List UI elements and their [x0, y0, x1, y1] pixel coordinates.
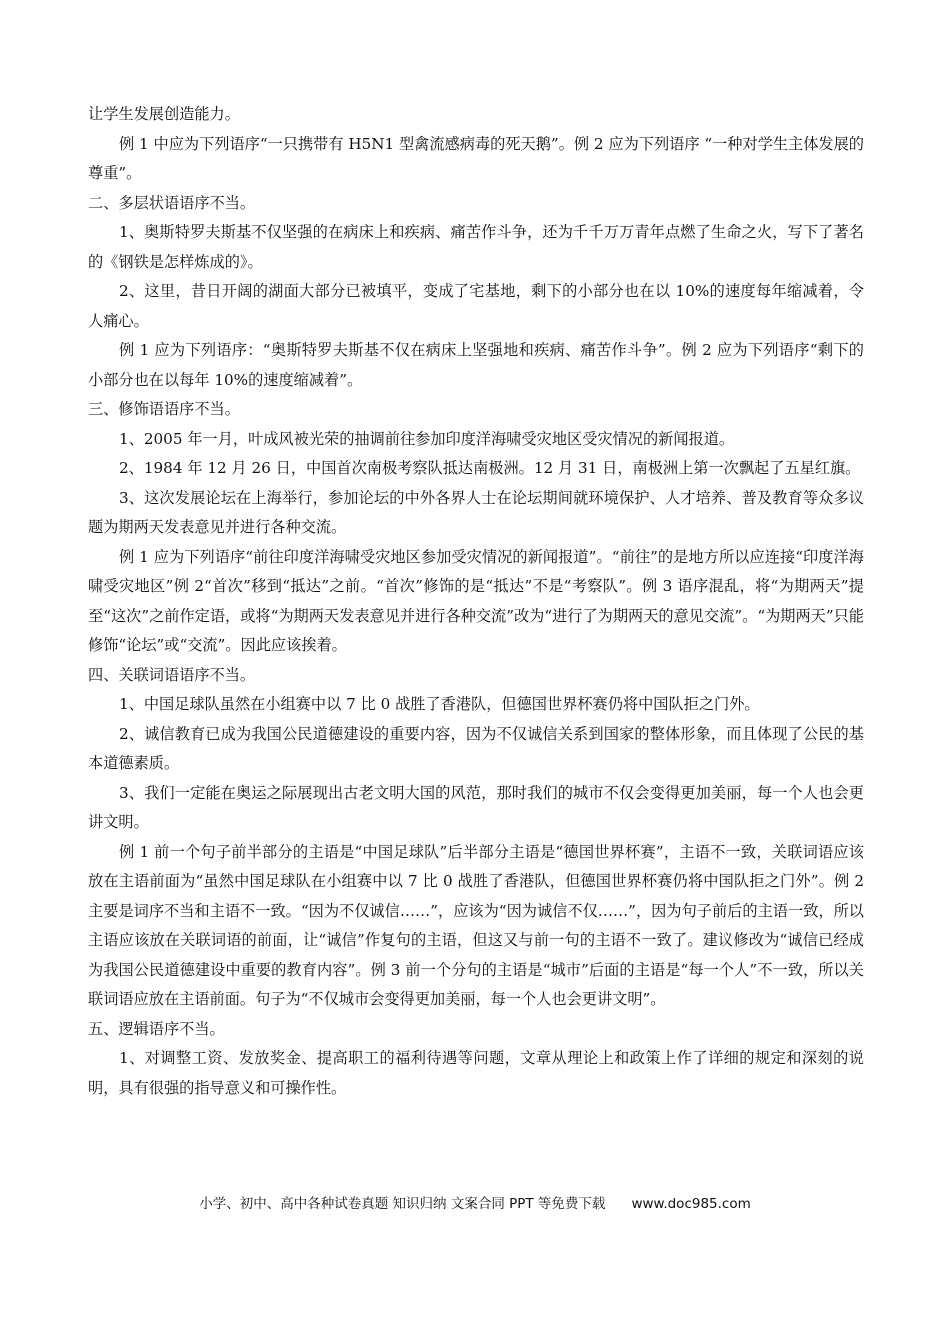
footer-text: 小学、初中、高中各种试卷真题 知识归纳 文案合同 PPT 等免费下载 [199, 1196, 606, 1212]
footer-url-link[interactable]: www.doc985.com [631, 1196, 751, 1212]
page-footer [0, 1192, 950, 1212]
document-body [88, 100, 864, 1103]
body-paragraph: 3、我们一定能在奥运之际展现出古老文明大国的风范，那时我们的城市不仅会变得更加美丽，每一个人也会更讲文明。 [88, 783, 864, 831]
body-paragraph: 例 1 前一个句子前半部分的主语是“中国足球队”后半部分主语是“德国世界杯赛”，主语不一致，关联词语应该放在主语前面为“虽然中国足球队在小组赛中以 7 比 0 战胜了香港队，但德国世界杯赛仍将中国队拒之门外”。例 2 主要是词序不当和主语不一致。“因为不仅诚信……”，应该为“因为诚信不仅……”，因为句子前后的主语一致，所以主语应该放在关联词语的前面，让“诚信”作复句的主语，但这又与前一句的主语不一致了。建议修改为“诚信已经成为我国公民道德建设中重要的教育内容”。例 3 前一个分句的主语是“城市”后面的主语是“每一个人”不一致，所以关联词语应放在主语前面。句子为“不仅城市会变得更加美丽，每一个人也会更讲文明”。 [88, 842, 864, 1008]
section-line: 让学生发展创造能力。 [88, 105, 240, 123]
body-paragraph: 1、对调整工资、发放奖金、提高职工的福利待遇等问题，文章从理论上和政策上作了详细的规定和深刻的说明，具有很强的指导意义和可操作性。 [88, 1049, 864, 1097]
body-paragraph: 2、诚信教育已成为我国公民道德建设的重要内容，因为不仅诚信关系到国家的整体形象，而且体现了公民的基本道德素质。 [88, 724, 864, 772]
body-paragraph: 1、中国足球队虽然在小组赛中以 7 比 0 战胜了香港队，但德国世界杯赛仍将中国队拒之门外。 [119, 695, 760, 713]
body-paragraph: 例 1 应为下列语序：“奥斯特罗夫斯基不仅在病床上坚强地和疾病、痛苦作斗争”。例 2 应为下列语序“剩下的小部分也在以每年 10%的速度缩减着”。 [88, 341, 864, 389]
section-line: 二、多层状语语序不当。 [88, 193, 256, 212]
body-paragraph: 1、2005 年一月，叶成风被光荣的抽调前往参加印度洋海啸受灾地区受灾情况的新闻报道。 [119, 429, 735, 448]
body-paragraph: 2、这里，昔日开阔的湖面大部分已被填平，变成了宅基地，剩下的小部分也在以 10%的速度每年缩减着，令人痛心。 [88, 282, 864, 330]
section-line: 四、关联词语语序不当。 [88, 665, 256, 684]
body-paragraph: 例 1 中应为下列语序“一只携带有 H5N1 型禽流感病毒的死天鹅”。例 2 应为下列语序 “一种对学生主体发展的尊重”。 [88, 134, 864, 182]
body-paragraph: 例 1 应为下列语序“前往印度洋海啸受灾地区参加受灾情况的新闻报道”。“前往”的是地方所以应连接“印度洋海啸受灾地区”例 2“首次”移到“抵达”之前。“首次”修饰的是“抵达”不是“考察队”。例 3 语序混乱，将“为期两天”提至“这次”之前作定语，或将“为期两天发表意见并进行各种交流”改为“进行了为期两天的意见交流”。“为期两天”只能修饰“论坛”或“交流”。因此应该挨着。 [88, 547, 864, 654]
section-line: 五、逻辑语序不当。 [88, 1019, 225, 1038]
body-paragraph: 3、这次发展论坛在上海举行，参加论坛的中外各界人士在论坛期间就环境保护、人才培养、普及教育等众多议题为期两天发表意见并进行各种交流。 [88, 488, 864, 536]
body-paragraph: 2、1984 年 12 月 26 日，中国首次南极考察队抵达南极洲。12 月 31 日，南极洲上第一次飘起了五星红旗。 [119, 459, 861, 477]
section-line: 三、修饰语语序不当。 [88, 400, 240, 418]
body-paragraph: 1、奥斯特罗夫斯基不仅坚强的在病床上和疾病、痛苦作斗争，还为千千万万青年点燃了生命之火，写下了著名的《钢铁是怎样炼成的》。 [88, 223, 864, 271]
